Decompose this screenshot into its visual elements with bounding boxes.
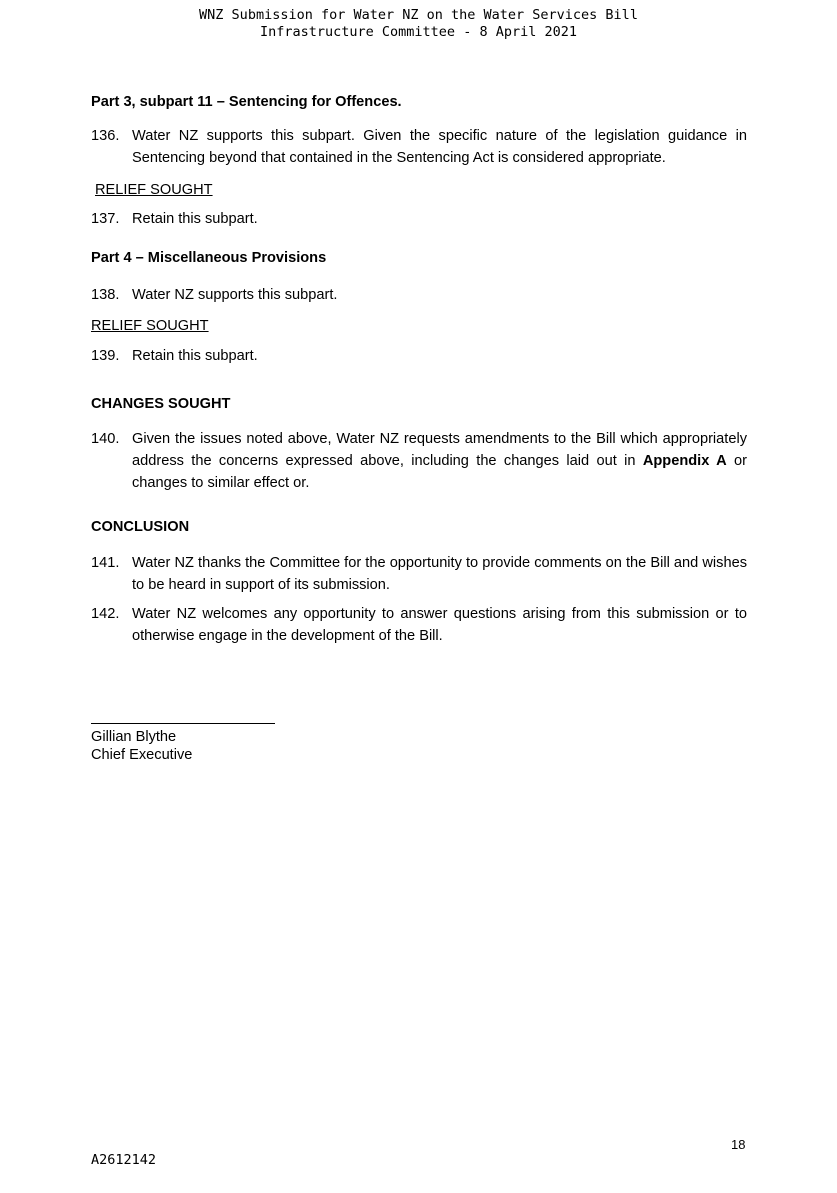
paragraph-text: Water NZ supports this subpart. Given the specific nature of the legislation guidance in Sentencing beyond that contained in the Sentencing Act is considered appropriate. — [132, 128, 747, 166]
paragraph-140 — [91, 428, 747, 494]
paragraph-text-part: Given the issues noted above, Water NZ requests amendments to the Bill which appropriately address the concerns expressed above, including the changes laid out in — [132, 431, 747, 469]
part3-heading: Part 3, subpart 11 – Sentencing for Offences. — [91, 94, 402, 110]
signatory-name: Gillian Blythe — [91, 729, 177, 745]
paragraph-number: 137. — [91, 211, 120, 227]
part4-heading: Part 4 – Miscellaneous Provisions — [91, 250, 327, 266]
relief-sought-heading: RELIEF SOUGHT — [91, 318, 209, 334]
changes-sought-heading: CHANGES SOUGHT — [91, 396, 231, 412]
paragraph-136 — [91, 125, 747, 169]
conclusion-heading: CONCLUSION — [91, 519, 190, 535]
paragraph-number: 138. — [91, 287, 120, 303]
relief-sought-heading: RELIEF SOUGHT — [95, 182, 213, 198]
signature-line — [91, 723, 275, 724]
signatory-title: Chief Executive — [91, 747, 193, 763]
paragraph-number: 140. — [91, 431, 120, 447]
paragraph-142 — [91, 603, 747, 647]
paragraph-text: Retain this subpart. — [132, 211, 258, 227]
page-header — [0, 7, 837, 41]
page-number: 18 — [731, 1137, 746, 1152]
appendix-reference: Appendix A — [642, 453, 727, 469]
document-id: A2612142 — [91, 1152, 157, 1168]
paragraph-number: 139. — [91, 348, 120, 364]
paragraph-text-part: or changes to similar effect or. — [132, 453, 748, 491]
paragraph-139 — [91, 345, 747, 367]
header-subtitle: Infrastructure Committee - 8 April 2021 — [260, 24, 577, 40]
paragraph-number: 142. — [91, 606, 120, 622]
header-title: WNZ Submission for Water NZ on the Water Services Bill — [199, 7, 638, 23]
paragraph-141 — [91, 552, 747, 596]
paragraph-number: 141. — [91, 555, 120, 571]
paragraph-text — [132, 428, 747, 494]
paragraph-138 — [91, 284, 747, 306]
paragraph-text: Retain this subpart. — [132, 348, 258, 364]
paragraph-text: Water NZ welcomes any opportunity to answer questions arising from this submission or to otherwise engage in the development of the Bill. — [132, 606, 747, 644]
paragraph-number: 136. — [91, 128, 120, 144]
paragraph-text: Water NZ supports this subpart. — [132, 287, 338, 303]
paragraph-137 — [91, 208, 747, 230]
paragraph-text: Water NZ thanks the Committee for the opportunity to provide comments on the Bill and wishes to be heard in support of its submission. — [132, 555, 747, 593]
